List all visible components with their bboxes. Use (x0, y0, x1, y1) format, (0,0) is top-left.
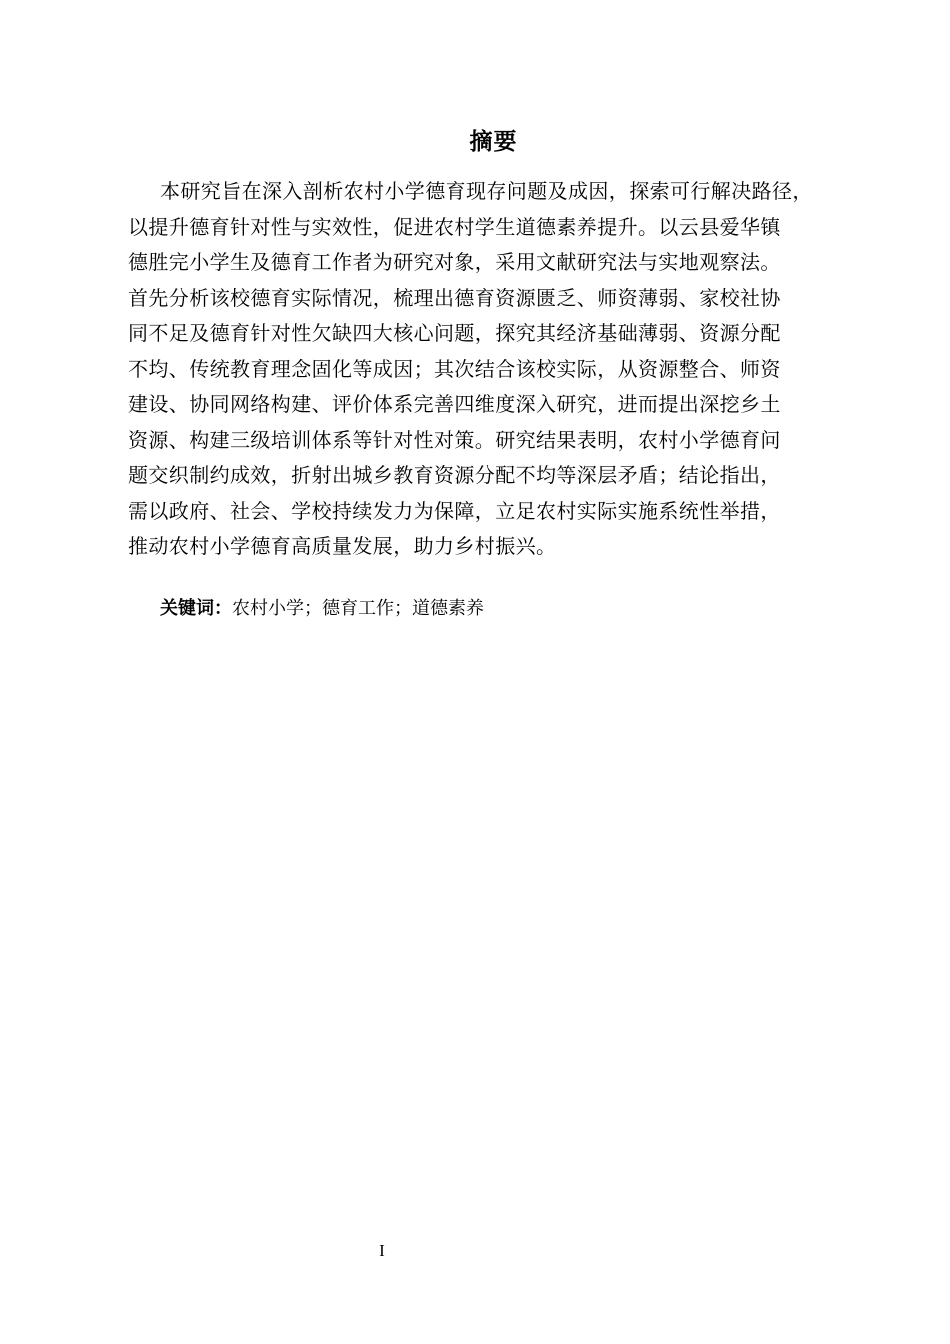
abstract-title: 摘要 (469, 129, 518, 155)
abstract-line: 需以政府、社会、学校持续发力为保障，立足农村实际实施系统性举措， (128, 498, 781, 523)
abstract-line: 本研究旨在深入剖析农村小学德育现存问题及成因，探索可行解决路径， (160, 179, 813, 203)
keywords (160, 594, 484, 624)
abstract-body (128, 174, 874, 565)
abstract-line: 推动农村小学德育高质量发展，助力乡村振兴。 (128, 534, 557, 558)
abstract-line: 建设、协同网络构建、评价体系完善四维度深入研究，进而提出深挖乡土 (128, 392, 781, 416)
abstract-line: 不均、传统教育理念固化等成因；其次结合该校实际，从资源整合、师资 (128, 356, 781, 381)
abstract-line: 资源、构建三级培训体系等针对性对策。研究结果表明，农村小学德育问 (128, 427, 781, 452)
keywords-value: 农村小学；德育工作；道德素养 (232, 598, 484, 619)
abstract-line: 题交织制约成效，折射出城乡教育资源分配不均等深层矛盾；结论指出， (128, 463, 781, 487)
abstract-line: 以提升德育针对性与实效性，促进农村学生道德素养提升。以云县爱华镇 (128, 214, 781, 239)
abstract-line: 同不足及德育针对性欠缺四大核心问题，探究其经济基础薄弱、资源分配 (128, 321, 781, 345)
keywords-label: 关键词： (160, 598, 232, 619)
page-number: I (379, 1241, 385, 1260)
abstract-line: 首先分析该校德育实际情况，梳理出德育资源匮乏、师资薄弱、家校社协 (128, 285, 781, 310)
abstract-line: 德胜完小学生及德育工作者为研究对象，采用文献研究法与实地观察法。 (128, 250, 781, 274)
